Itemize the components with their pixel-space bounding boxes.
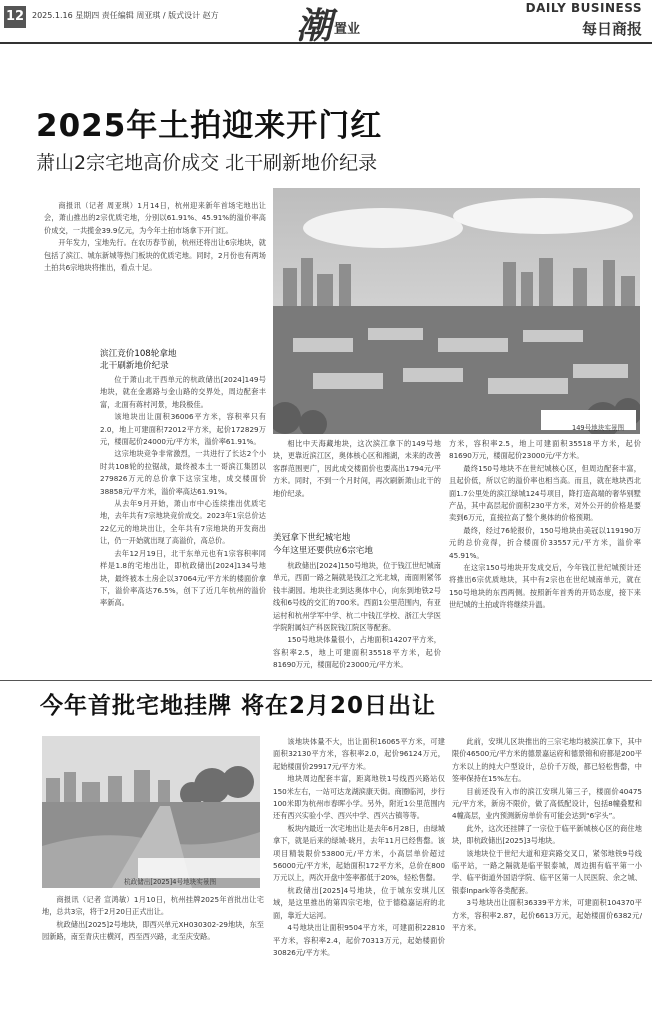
issue-line: 2025.1.16 星期四 责任编辑 周亚琪 / 版式设计 赵方 [32,11,219,20]
article1-title: 2025年土拍迎来开门红 [36,108,383,144]
paragraph: 去年12月19日，北干东单元也有1宗容积率同样是1.8的宅地出让，即杭政储出[2024]134号地块，最终被本土房企以37064元/平方米的楼面价拿下，溢价率高达76.5%，创下了近几年杭州的溢价率新高。 [100,548,266,608]
paragraph: 杭政储出[2025]4号地块，位于城东安琪儿区域，是这里推出的第四宗宅地，位于德稳嘉运府的北面，靠近大运河。 [273,885,445,920]
paragraph: 该地块位于世纪大道和迎宾路交叉口，紧邻地铁9号线临平站，一路之隔就是临平银泰城，周边拥有临平第一小学、临平街道外国语学院、临平区第一人民医院、余之城、银泰Inpark等各类配套。 [452,848,642,895]
section-name: 置业 [334,22,361,37]
paragraph: 此外，这次还挂牌了一宗位于临平新城核心区的商住地块，即杭政储出[2025]3号地块。 [452,823,642,846]
aerial-city-image [273,188,640,434]
paragraph: 目前还没有入市的滨江安琪儿第三子，楼面价40475元/平方米，新房不限价，做了高低配设计，包括8幢叠墅和4幢高层，业内预测新房单价有可能会达到“6字头”。 [452,786,642,821]
subheading-2a: 美冠拿下世纪城宅地 [273,533,351,543]
paragraph: 3号地块出让面积36339平方米，可建面积104370平方米，容积率2.87，起价6613万元，起始楼面价6382元/平方米。 [452,898,642,933]
article1-column-1 [100,374,266,674]
paragraph: 最终150号地块不在世纪城核心区，但周边配套丰富，且起价低，所以它的溢价率也相当高。而且，就在地块西北面1.7公里处的滨江绿城124号项目，降打造高端的奢华别墅产品，其中高层起价面积230平方米，对外公开的价格是要卖到6万元，直接拉高了整个奥体的价格预期。 [449,463,641,523]
subheading-1a: 滨江竞价108轮拿地 [100,349,177,359]
paragraph: 开年发力，宝地先行。在农历春节前，杭州还将出让6宗地块，就包括了滨江、城东新城等热门板块的优质宅地。同时，2月份也有两场土拍共6宗地块将推出，看点十足。 [44,238,266,273]
page-number: 12 [4,6,26,28]
paragraph: 板块内最近一次宅地出让是去年6月28日，由绿城拿下，就是后来的绿城·晓月，去年11月已经售罄。该项目精装限价53800元/平方米，小高层单价超过56000元/平方米，起始面积172平方米，总价在800万元以上，两次开盘中签率都低于20%，轻松售罄。 [273,823,445,883]
article2-column-2 [273,736,445,1014]
article1-subtitle: 萧山2宗宅地高价成交 北干刷新地价纪录 [36,152,378,174]
subheading-2b: 今年这里还要供应6宗宅地 [273,546,373,556]
article1-column-2b [273,560,441,674]
masthead [0,0,652,47]
article2-photo [42,736,260,888]
article2-photo-caption: 杭政储出[2025]4号地块实景图 [124,878,217,886]
paragraph: 相比中天海藏地块，这次滨江拿下的149号地块，更靠近滨江区，奥体核心区和湘湖，未来的改善客群范围更广，因此成交楼面价也要高出1794元/平方米。同时，不到一个月时间，再次刷新萧山北干的地价纪录。 [273,439,441,498]
paragraph: 此前，安琪儿区块推出的三宗宅地均被滨江拿下，其中限价46500元/平方米的德景嘉运府和德景锦和府都是200平方米以上的纯大户型设计，总价千万级，都已轻松售罄，中签率保持在15%左右。 [452,737,642,784]
paragraph: 该地块体量不大，出让面积16065平方米，可建面积32130平方米，容积率2.0，起价96124万元，起始楼面价29917元/平方米。 [273,737,445,771]
article1-photo [273,188,640,434]
paragraph: 150号地块体量很小，占地面积14207平方米，容积率2.5，地上可建面积35518平方米，起价81690万元，楼面起价23000元/平方米。 [273,635,441,670]
section-logo: 潮 [296,5,333,47]
paragraph: 在这宗150号地块开发成交后，今年钱江世纪城预计还将推出6宗优质地块，其中有2宗也在世纪城南单元，就在150号地块的东西两侧。按照新年首秀的开局态度，接下来世纪城的土拍或许将继续升温。 [449,563,641,610]
paragraph: 从去年9月开始，萧山市中心连续推出优质宅地，去年共有7宗地块竞价成交。2023年1宗总价达22亿元的地块出让，全年共有7宗地块的开发商出让，仍一开始就出现了高溢价，高总价。 [100,499,266,546]
paragraph: 杭政储出[2024]150号地块，位于钱江世纪城南单元，西面一路之隔就是钱江之光北城，南面则紧邻钱丰湖园。地块往北到达奥体中心，向东到地铁2号线和6号线的交汇的700米。西面1公里范围内，有亚运村和杭州学军中学、杭二中钱江学校、浙江大学医学院附属妇产科医院钱江院区等配套。 [273,561,441,633]
article2-column-3 [452,736,642,1014]
brand-english: DAILY BUSINESS [525,1,642,15]
subheading-1b: 北干刷新地价纪录 [100,361,169,371]
paragraph: 这宗地块竞争非常激烈，一共进行了长达2个小时共108轮的拉锯战，最终被本土一哥滨江集团以279826万元的总价拿下这宗宝地，成交楼面价38858元/平方米，溢价率高达61.91%。 [100,449,266,496]
article2-column-1 [42,894,264,1014]
article1-photo-caption: 149号地块实景图 [572,424,625,432]
paragraph: 商报讯（记者 周亚琪）1月14日，杭州迎来新年首场宅地出让会，萧山推出的2宗优质宅地，分别以61.91%、45.91%的溢价率高价成交，一共揽金39.9亿元，为今年土拍市场拿下开门红。 [44,201,266,235]
paragraph: 位于萧山北干西单元的杭政储出[2024]149号地块，就在金惠路与金山路的交界处，周边配套丰富，北面有蒋村河景，地段极佳。 [100,375,266,409]
article1-column-2a [273,438,441,532]
paragraph: 方米，容积率2.5，地上可建面积35518平方米，起价81690万元，楼面起价23000元/平方米。 [449,439,641,461]
paragraph: 该地块出让面积36006平方米，容积率只有2.0，地上可建面积72012平方米，起价172829万元，楼面起价24000元/平方米，溢价率61.91%。 [100,412,266,447]
paragraph: 商报讯（记者 宣鸿敏）1月10日，杭州挂牌2025年首批出让宅地，总共3宗，将于2月20日正式出让。 [42,895,264,917]
section-divider [0,680,652,681]
article1-lead [44,200,266,308]
article1-column-3 [449,438,641,674]
paragraph: 杭政储出[2025]2号地块，即西兴单元XH030302-29地块，东至园新路，南至青庆庄横河，西至西兴路，北至庆安路。 [42,919,264,942]
paragraph: 4号地块出让面积9504平方米，可建面积22810平方米，容积率2.4，起价70313万元，起始楼面价30826元/平方米。 [273,923,445,957]
paragraph: 最终，经过76轮报价，150号地块由美冠以119190万元的总价竞得，折合楼面价33557元/平方米，溢价率45.91%。 [449,525,641,560]
brand-chinese: 每日商报 [581,20,642,38]
paragraph: 地块周边配套丰富，距离地铁1号线西兴路站仅150米左右，一站可达龙湖滨康天街。商圈临河，步行100米即为杭州市春晖小学。另外，附近1公里范围内还有西兴实验小学、西兴中学、西兴古镇等等。 [273,774,445,821]
construction-site-image [42,736,260,888]
article2-title: 今年首批宅地挂牌 将在2月20日出让 [40,693,437,719]
